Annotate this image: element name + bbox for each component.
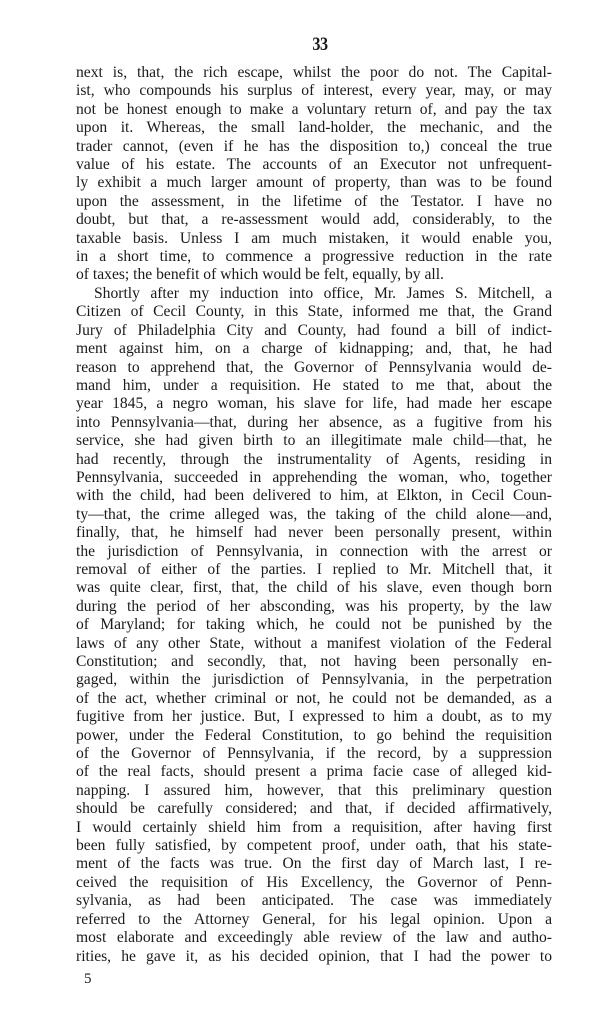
text-line: of the real facts, should present a prima facie case of alleged kid- [76,763,552,781]
page-number: 33 [312,34,328,55]
text-line: gaged, within the jurisdiction of Pennsylvania, in the perpetration [76,671,552,689]
text-line: into Pennsylvania—that, during her absence, as a fugitive from his [76,413,552,431]
text-line: ment of the facts was true. On the first day of March last, I re- [76,855,552,873]
text-line: with the child, had been delivered to him, at Elkton, in Cecil Coun- [76,487,552,505]
text-line: sylvania, as had been anticipated. The case was immediately [76,892,552,910]
text-line: of Maryland; for taking which, he could not be punished by the [76,616,552,634]
text-line: upon the assessment, in the lifetime of the Testator. I have no [76,192,552,210]
text-line: Jury of Philadelphia City and County, had found a bill of indict- [76,321,552,339]
text-line: not be honest enough to make a voluntary return of, and pay the tax [76,100,552,118]
text-line: next is, that, the rich escape, whilst the poor do not. The Capital- [76,64,552,81]
text-line: reason to apprehend that, the Governor of Pennsylvania would de- [76,358,552,376]
text-line: rities, he gave it, as his decided opinion, that I had the power to [76,947,552,965]
text-line: year 1845, a negro woman, his slave for life, had made her escape [76,395,552,413]
body-text [76,64,552,966]
text-line: Citizen of Cecil County, in this State, informed me that, the Grand [76,303,552,321]
text-line: referred to the Attorney General, for his legal opinion. Upon a [76,910,552,928]
text-line: laws of any other State, without a manifest violation of the Federal [76,634,552,652]
text-line: during the period of her absconding, was his property, by the law [76,597,552,615]
text-line: finally, that, he himself had never been personally present, within [76,524,552,542]
text-line: should be carefully considered; and that, if decided affirmatively, [76,800,552,818]
text-line: of the act, whether criminal or not, he could not be demanded, as a [76,689,552,707]
text-line: mand him, under a requisition. He stated to me that, about the [76,376,552,394]
text-line: removal of either of the parties. I replied to Mr. Mitchell that, it [76,560,552,578]
text-line: been fully satisfied, by competent proof, under oath, that his state- [76,837,552,855]
text-line: Constitution; and secondly, that, not having been personally en- [76,653,552,670]
text-line: service, she had given birth to an illegitimate male child—that, he [76,432,552,450]
text-line: I would certainly shield him from a requisition, after having first [76,818,552,836]
text-line: ly exhibit a much larger amount of property, than was to be found [76,174,552,192]
text-line: napping. I assured him, however, that this preliminary question [76,781,552,799]
text-line: ment against him, on a charge of kidnapping; and, that, he had [76,340,552,358]
text-line: had recently, through the instrumentality of Agents, residing in [76,450,552,468]
text-line: the jurisdiction of Pennsylvania, in connection with the arrest or [76,542,552,560]
text-line: doubt, but that, a re-assessment would add, considerably, to the [76,211,552,229]
text-line: Shortly after my induction into office, Mr. James S. Mitchell, a [94,284,552,302]
text-line: of taxes; the benefit of which would be felt, equally, by all. [76,266,444,284]
text-line: power, under the Federal Constitution, to go behind the requisition [76,726,552,744]
text-line: trader cannot, (even if he has the disposition to,) conceal the true [76,137,552,155]
text-line: value of his estate. The accounts of an Executor not unfrequent- [76,156,552,174]
signature-mark: 5 [84,971,92,987]
text-line: was quite clear, first, that, the child of his slave, even though born [76,579,552,597]
text-line: upon it. Whereas, the small land-holder, the mechanic, and the [76,119,552,137]
text-line: ceived the requisition of His Excellency, the Governor of Penn- [76,873,552,891]
text-line: ist, who compounds his surplus of interest, every year, may, or may [76,82,552,100]
text-line: taxable basis. Unless I am much mistaken, it would enable you, [76,229,552,247]
text-line: in a short time, to commence a progressive reduction in the rate [76,248,552,266]
text-line: of the Governor of Pennsylvania, if the record, by a suppression [76,745,552,763]
text-line: fugitive from her justice. But, I expressed to him a doubt, as to my [76,708,552,726]
text-line: Pennsylvania, succeeded in apprehending the woman, who, together [76,468,552,486]
text-line: ty—that, the crime alleged was, the taking of the child alone—and, [76,505,552,523]
text-line: most elaborate and exceedingly able review of the law and autho- [76,929,552,947]
